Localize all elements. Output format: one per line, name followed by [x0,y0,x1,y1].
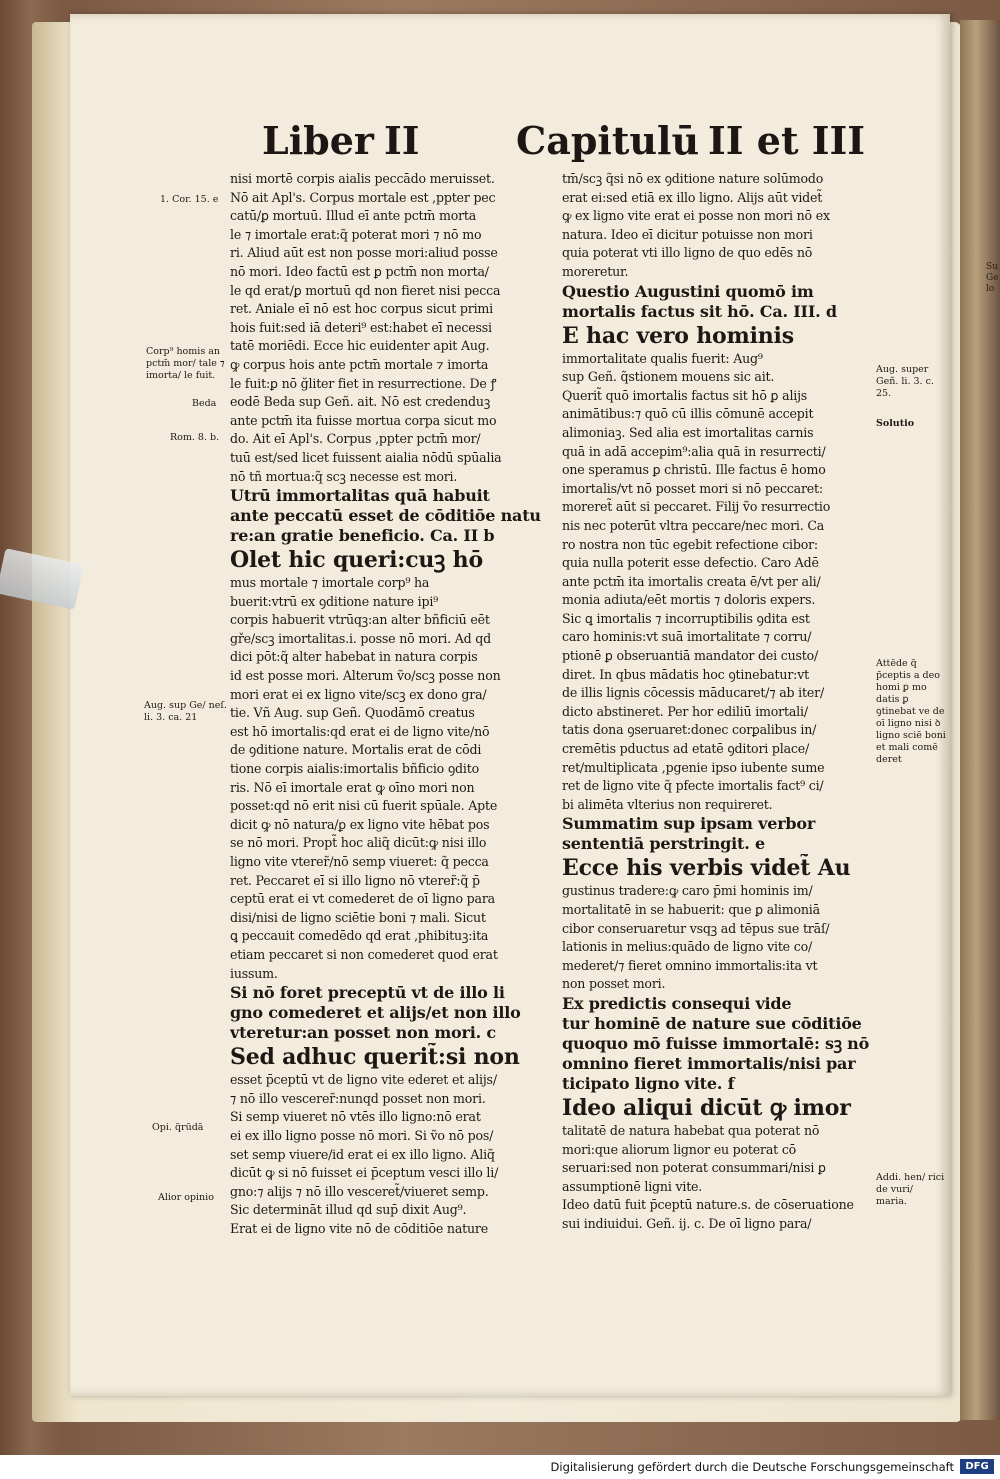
left-col-line: le qd erat/ꝑ mortuū qd non fieret nisi pecca [230,282,501,298]
right-col-line: mederet/⁊ fieret omnino immortalis:ita vt [562,957,818,973]
margin-note-left-6: Opi. q̃rūdā [152,1122,204,1133]
right-col-line: Summatim sup ipsam verbor [562,814,816,834]
right-gutter [960,20,1000,1420]
right-col-line: mori:que aliorum lignor eu poterat cō [562,1141,797,1157]
right-col-line: tur hominē de nature sue cōditiōe [562,1013,862,1033]
right-col-line: sup Geñ. q̃stionem mouens sic ait. [562,369,775,385]
left-col-line: Si semp viueret nō vtēs illo ligno:nō erat [230,1109,481,1125]
header-liber: Liber [262,118,374,163]
right-col-line: quā in adā accepim⁹:alia quā in resurrecti/ [562,443,826,459]
left-column [230,170,542,1239]
left-col-line: ret. Peccaret eī si illo ligno nō vterer̃:q̃ p̄ [230,872,480,888]
left-col-line: do. Ait eī Apl's. Corpus ,ppter pctm̄ mor/ [230,431,481,447]
left-col-line: Sed adhuc querit̃:si non [230,1044,520,1071]
left-col-line: dicit ꝙ nō natura/ꝑ ex ligno vite hēbat pos [230,816,490,832]
right-col-line: sui indiuidui. Geñ. ij. c. De oī ligno para/ [562,1215,812,1231]
right-col-line: mortalis factus sit hō. Ca. III. d [562,301,837,321]
right-col-line: E hac vero hominis [562,322,794,349]
left-col-line: Olet hic queri:cuꝫ hō [230,547,483,574]
left-col-line: nisi mortē corpis aialis peccādo meruisset. [230,171,495,186]
right-col-line: talitatē de natura habebat qua poterat nō [562,1122,820,1138]
margin-note-right-2: Solutio [876,418,915,429]
left-col-line: esset p̄ceptū vt de ligno vite ederet et alijs/ [230,1072,497,1088]
left-col-line: ꝙ corpus hois ante pctm̄ mortale ⁊ imorta [230,356,489,372]
right-col-line: natura. Ideo eī dicitur potuisse non mori [562,226,813,242]
left-col-line: eodē Beda sup Geñ. ait. Nō est credenduꝫ [230,394,491,410]
left-col-line: est hō imortalis:qd erat ei de ligno vite/nō [230,723,490,739]
right-col-line: Sic ꝗ imortalis ⁊ incorruptibilis ꝯdita est [562,610,810,626]
left-col-line: ret. Aniale eī nō est hoc corpus sicut primi [230,301,493,317]
left-col-line: hois fuit:sed iā deteri⁹ est:habet eī necessi [230,319,492,335]
left-col-line: disi/nisi de ligno sciētie boni ⁊ mali. Sicut [230,909,486,925]
right-col-line: de illis lignis cōcessis māducaret/⁊ ab iter/ [562,685,824,701]
left-col-line: Sic determināt illud qd sup̄ dixit Aug⁹. [230,1202,467,1218]
right-col-line: Ecce his verbis videt̃ Au [562,855,851,882]
right-col-line: quia nulla poterit esse defectio. Caro Adē [562,555,819,571]
right-col-line: ante pctm̄ ita imortalis creata ē/vt per ali/ [562,573,821,589]
left-col-line: re:an gratie beneficio. Ca. II b [230,526,495,546]
left-col-line: iussum. [230,965,278,981]
right-col-line: Ex predictis consequi vide [562,993,792,1013]
left-col-line: le ⁊ imortale erat:q̃ poterat mori ⁊ nō mo [230,226,482,242]
left-col-line: corpis habuerit vtrūqꝫ:an alter bñficiū eēt [230,612,490,628]
right-col-line: Questio Augustini quomō im [562,281,814,301]
left-col-line: ꝗ peccauit comedēdo qd erat ,phibituꝫ:ita [230,928,489,944]
right-col-line: animātibus:⁊ quō cū illis cōmunē accepit [562,406,814,422]
right-col-line: dicto abstineret. Per hor ediliū imortali/ [562,703,808,719]
right-col-line: ptionē ꝑ obseruantiā mandator dei custo/ [562,648,819,664]
right-col-line: sententiā perstringit. e [562,834,765,854]
right-col-line: bi alimēta vlterius non requireret. [562,796,773,812]
right-col-line: seruari:sed non poterat consummari/nisi ꝑ [562,1160,826,1176]
margin-note-right-1: Aug. super Geñ. li. 3. c. 25. [876,364,934,399]
left-col-line: gře/scꝫ imortalitas.i. posse nō mori. Ad qd [230,630,491,646]
footer-text: Digitalisierung gefördert durch die Deutsche Forschungsgemeinschaft [550,1460,954,1474]
right-col-line: ro nostra non tūc egebit refectione cibor: [562,536,818,552]
left-col-line: tatē moriēdi. Ecce hic euidenter apit Aug. [230,338,490,354]
left-col-line: ⁊ nō illo vescerer̃:nunqd posset non mori. [230,1090,486,1106]
left-col-line: ris. Nō eī imortale erat ꝙ oīno mori non [230,779,475,795]
left-col-line: tie. Vñ Aug. sup Geñ. Quodāmō creatus [230,705,475,721]
left-col-line: tione corpis aialis:imortalis bñficio ꝯdito [230,761,479,777]
right-col-line: caro hominis:vt suā imortalitate ⁊ corru/ [562,629,812,645]
right-col-line: erat ei:sed etiā ex illo ligno. Alijs aūt videt̃ [562,189,823,205]
right-col-line: moreret̃ aūt si peccaret. Filij ṽo resurrectio [562,499,831,515]
left-col-line: de ꝯditione nature. Mortalis erat de cōdi [230,742,482,758]
right-col-line: ret/multiplicata ,pgenie ipso iubente sume [562,759,825,775]
page-header [0,118,1000,178]
left-col-line: posset:qd nō erit nisi cū fuerit spūale. Apte [230,798,498,814]
right-col-line: mortalitatē in se habuerit: que ꝑ alimoniā [562,902,820,917]
right-edge-text: Su Gelo [986,262,999,294]
right-col-line: non posset mori. [562,976,666,992]
margin-note-right-3: Attēde q̃ p̄ceptis a deo homi ꝑ mo datis ꝑ ꝯtinebat ve de oī ligno nisi ꝺ ligno sciē boni et mali comē deret [876,658,946,765]
right-col-line: tatis dona ꝯseruaret:donec corꝑalibus in/ [562,722,817,738]
left-col-line: dici pōt:q̃ alter habebat in natura corpis [230,649,478,665]
left-col-line: Erat ei de ligno vite nō de cōditiōe nature [230,1220,488,1236]
right-col-line: Querit̃ quō imortalis factus sit hō ꝑ alijs [562,387,808,403]
left-col-line: buerit:vtrū ex ꝯditione nature ipi⁹ [230,593,438,609]
left-col-line: set semp viuere/id erat ei ex illo ligno. Aliq̃ [230,1146,495,1162]
left-col-line: mus mortale ⁊ imortale corp⁹ ha [230,575,430,591]
left-col-line: ceptū erat ei vt comederet de oī ligno para [230,891,495,907]
header-capitulum: Capitulū [516,118,700,163]
left-col-line: nō mori. Ideo factū est ꝑ pctm̄ non morta/ [230,263,489,279]
right-col-line: Ideo aliqui dicūt ꝙ imor [562,1094,851,1121]
left-col-line: Utrū immortalitas quā habuit [230,486,490,506]
right-column [562,170,874,1234]
left-col-line: nō tñ mortua:q̃ scꝫ necesse est mori. [230,468,458,484]
right-col-line: ticipato ligno vite. f [562,1073,735,1093]
right-col-line: omnino fieret immortalis/nisi par [562,1053,856,1073]
right-col-line: moreretur. [562,263,629,279]
left-col-line: Si nō foret preceptū vt de illo li [230,983,505,1003]
left-col-line: vteretur:an posset non mori. c [230,1023,496,1043]
margin-note-right-4: Addi. hen/ rici de vuri/ maria. [876,1172,945,1207]
right-col-line: imortalis/vt nō posset mori si nō peccaret: [562,480,823,496]
right-col-line: gustinus tradere:ꝙ caro p̄mi hominis im/ [562,883,813,899]
right-col-line: diret. In qbus mādatis hoc ꝯtinebatur:vt [562,666,809,682]
right-col-line: assumptionē ligni vite. [562,1178,703,1194]
right-col-line: nis nec poterūt vltra peccare/nec mori. Ca [562,517,825,533]
right-col-line: monia adiuta/eēt mortis ⁊ doloris expers. [562,592,816,608]
right-col-line: quia poterat vti illo ligno de quo edēs nō [562,245,813,261]
header-num2: II et III [708,118,866,163]
margin-note-left-5: Aug. sup Ge/ neſ. li. 3. ca. 21 [144,700,227,723]
left-col-line: dicūt ꝙ si nō fuisset ei p̄ceptum vesci illo li/ [230,1165,499,1181]
left-col-line: etiam peccaret si non comederet quod erat [230,946,498,962]
right-col-line: ret de ligno vite q̃ pfecte imortalis fact⁹ ci/ [562,778,824,794]
margin-note-left-1: 1. Cor. 15. e [160,194,219,205]
right-col-line: cibor conseruaretur vsqꝫ ad tēpus sue trāſ/ [562,920,830,936]
left-col-line: catū/ꝑ mortuū. Illud eī ante pctm̄ morta [230,208,477,224]
right-col-line: ꝙ ex ligno vite erat ei posse non mori nō ex [562,208,830,224]
right-col-line: immortalitate qualis fuerit: Aug⁹ [562,350,763,366]
margin-note-left-4: Rom. 8. b. [170,432,220,443]
left-col-line: id est posse mori. Alterum ṽo/scꝫ posse non [230,668,501,684]
left-col-line: ante pctm̄ ita fuisse mortua corpa sicut mo [230,412,497,428]
margin-note-left-7: Alior opinio [158,1192,214,1203]
dfg-logo: DFG [960,1459,994,1474]
right-col-line: one speramus ꝑ christū. Ille factus ē homo [562,462,826,478]
left-col-line: ei ex illo ligno posse nō mori. Si ṽo nō pos/ [230,1127,494,1143]
right-col-line: tm̄/scꝫ q̃si nō ex ꝯditione nature solūmodo [562,171,824,186]
right-col-line: cremētis pductus ad etatē ꝯditori place/ [562,741,810,757]
right-col-line: lationis in melius:quādo de ligno vite co/ [562,939,813,955]
footer-bar [0,1455,1000,1479]
right-col-line: alimoniaꝫ. Sed alia est imortalitas carnis [562,424,814,440]
left-col-line: gno:⁊ alijs ⁊ nō illo vesceret̃/viueret semp. [230,1183,489,1199]
margin-note-left-3: Beda [192,398,217,409]
left-col-line: mori erat ei ex ligno vite/scꝫ ex dono gra/ [230,686,487,702]
left-col-line: le fuit:ꝑ nō ğliter fiet in resurrectione. De ꝭ [230,375,497,391]
left-col-line: tuū est/sed licet fuissent aialia nōdū spūalia [230,449,502,465]
left-col-line: gno comederet et alijs/et non illo [230,1003,521,1023]
right-col-line: quoquo mō fuisse immortalē: sꝫ nō [562,1033,870,1053]
margin-note-left-2: Corp⁹ homis an pctm̄ mor/ tale ⁊ imorta/ le fuit. [146,346,225,381]
left-col-line: ligno vite vterer̃/nō semp viueret: q̃ pecca [230,854,489,869]
left-col-line: se nō mori. Propt̃ hoc aliq̃ dicūt:ꝙ nisi illo [230,835,487,851]
right-col-line: Ideo datū fuit p̄ceptū nature.s. de cōseruatione [562,1197,854,1213]
left-col-line: Nō ait Apl's. Corpus mortale est ,ppter pec [230,189,496,205]
left-col-line: ante peccatū esset de cōditiōe natu [230,506,541,526]
left-col-line: ri. Aliud aūt est non posse mori:aliud posse [230,245,498,261]
header-num1: II [384,118,420,163]
